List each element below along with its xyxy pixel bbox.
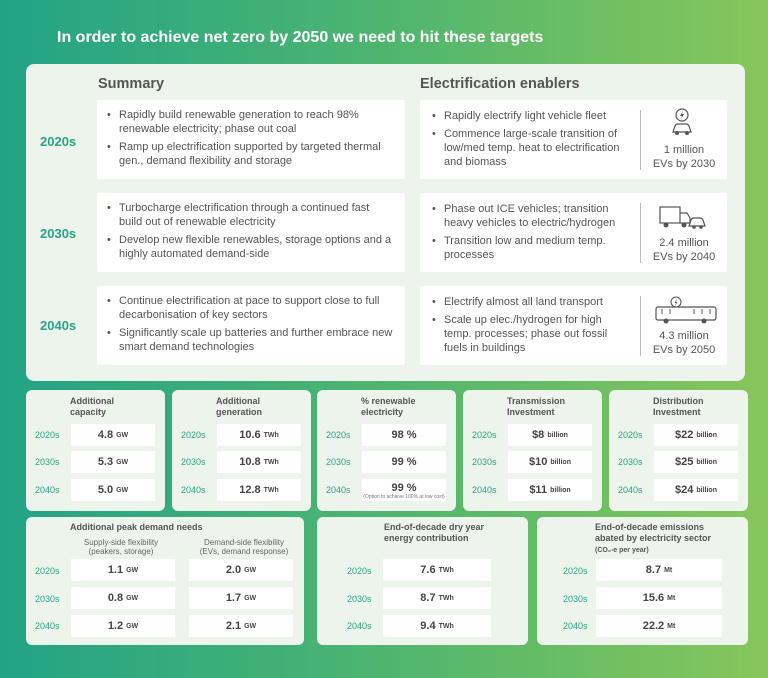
transmission-investment-card xyxy=(463,390,602,511)
decade-label: 2020s xyxy=(181,430,206,440)
emissions-abated-card xyxy=(537,517,748,645)
enabler-item: • Rapidly electrify light vehicle fleet xyxy=(432,109,632,123)
card-title: End-of-decade emissions abated by electricity sector xyxy=(595,522,712,543)
decade-label: 2040s xyxy=(35,621,60,631)
card-title: Additional capacity xyxy=(70,396,114,417)
value-box: 1.2 GW xyxy=(71,615,175,637)
decade-label: 2030s xyxy=(618,457,643,467)
value-box: 99 % xyxy=(362,479,446,501)
enabler-item: • Phase out ICE vehicles; transition heavy vehicles to electric/hydrogen xyxy=(432,202,632,230)
decade-label: 2040s xyxy=(181,485,206,495)
value-box: 99 % xyxy=(362,451,446,473)
card-title: Distribution Investment xyxy=(653,396,704,417)
enabler-item: • Transition low and medium temp. processes xyxy=(432,234,632,262)
decade-label: 2030s xyxy=(347,594,372,604)
decade-label: 2040s xyxy=(563,621,588,631)
value-box: 5.0 GW xyxy=(71,479,155,501)
value-box: $8 billion xyxy=(508,424,592,446)
ev-charging-car-icon xyxy=(669,108,695,141)
value-box: 1.7 GW xyxy=(189,587,293,609)
decade-label: 2040s xyxy=(35,485,60,495)
value-box: 98 % xyxy=(362,424,446,446)
summary-item: • Significantly scale up batteries and further embrace new smart demand technologies xyxy=(107,326,395,354)
value-box: $24 billion xyxy=(654,479,738,501)
additional-capacity-card xyxy=(26,390,165,511)
decade-label: 2020s xyxy=(326,430,351,440)
card-title: Additional generation xyxy=(216,396,263,417)
summary-box-2020s xyxy=(97,100,405,179)
decade-label: 2040s xyxy=(618,485,643,495)
divider xyxy=(640,296,641,356)
value-box: $11 billion xyxy=(508,479,592,501)
ev-bus-icon xyxy=(654,296,718,331)
decade-label: 2020s xyxy=(347,566,372,576)
card-subtitle: (CO₂-e per year) xyxy=(595,547,649,554)
summary-item: • Turbocharge electrification through a continued fast build out of renewable electricity xyxy=(107,201,395,229)
value-box: 10.8 TWh xyxy=(217,451,301,473)
decade-label: 2020s xyxy=(563,566,588,576)
decade-label-2020s: 2020s xyxy=(40,134,77,149)
value-box: 10.6 TWh xyxy=(217,424,301,446)
summary-item: • Rapidly build renewable generation to reach 98% renewable electricity; phase out coal xyxy=(107,108,395,136)
value-box: 15.6 Mt xyxy=(596,587,722,609)
divider xyxy=(640,203,641,263)
decade-label: 2040s xyxy=(472,485,497,495)
value-box: 5.3 GW xyxy=(71,451,155,473)
decade-label: 2030s xyxy=(472,457,497,467)
page-title: In order to achieve net zero by 2050 we need to hit these targets xyxy=(57,29,544,46)
decade-label: 2040s xyxy=(347,621,372,631)
targets-panel xyxy=(26,64,745,381)
enabler-item: • Commence large-scale transition of low/med temp. heat to electrification and biomass xyxy=(432,127,632,169)
summary-item: • Continue electrification at pace to support close to full decarbonisation of key sectors xyxy=(107,294,395,322)
ev-target-2040: 2.4 million EVs by 2040 xyxy=(652,237,716,263)
decade-label: 2040s xyxy=(326,485,351,495)
decade-label: 2030s xyxy=(563,594,588,604)
value-box: 22.2 Mt xyxy=(596,615,722,637)
decade-label: 2030s xyxy=(35,457,60,467)
card-title: Transmission Investment xyxy=(507,396,566,417)
peak-demand-card xyxy=(26,517,304,645)
card-title: End-of-decade dry year energy contribution xyxy=(384,522,485,543)
renewable-note: (Option to achieve 100% at low cost) xyxy=(363,494,445,500)
value-box: 8.7 Mt xyxy=(596,559,722,581)
decade-label: 2030s xyxy=(326,457,351,467)
value-box: 1.1 GW xyxy=(71,559,175,581)
summary-box-2030s xyxy=(97,193,405,272)
distribution-investment-card xyxy=(609,390,748,511)
value-box: 9.4 TWh xyxy=(383,615,491,637)
summary-box-2040s xyxy=(97,286,405,365)
value-box: $10 billion xyxy=(508,451,592,473)
value-box: 2.0 GW xyxy=(189,559,293,581)
decade-label-2030s: 2030s xyxy=(40,226,77,241)
ev-target-2050: 4.3 million EVs by 2050 xyxy=(652,330,716,356)
dry-year-card xyxy=(317,517,528,645)
summary-item: • Develop new flexible renewables, storage options and a highly automated demand-side xyxy=(107,233,395,261)
value-box: 0.8 GW xyxy=(71,587,175,609)
decade-label-2040s: 2040s xyxy=(40,318,77,333)
decade-label: 2030s xyxy=(35,594,60,604)
summary-item: • Ramp up electrification supported by targeted thermal gen., demand flexibility and storage xyxy=(107,140,395,168)
summary-header: Summary xyxy=(98,76,165,92)
additional-generation-card xyxy=(172,390,311,511)
value-box: 7.6 TWh xyxy=(383,559,491,581)
demand-side-label: Demand-side flexibility (EVs, demand response) xyxy=(199,538,289,556)
enablers-box-2020s xyxy=(420,100,727,179)
enabler-item: • Electrify almost all land transport xyxy=(432,295,632,309)
value-box: 4.8 GW xyxy=(71,424,155,446)
decade-label: 2020s xyxy=(35,566,60,576)
value-box: $25 billion xyxy=(654,451,738,473)
enablers-header: Electrification enablers xyxy=(420,76,580,92)
card-title: Additional peak demand needs xyxy=(70,522,203,532)
decade-label: 2020s xyxy=(472,430,497,440)
value-box: 12.8 TWh xyxy=(217,479,301,501)
decade-label: 2020s xyxy=(618,430,643,440)
ev-target-2030: 1 million EVs by 2030 xyxy=(652,144,716,170)
value-box: $22 billion xyxy=(654,424,738,446)
decade-label: 2020s xyxy=(35,430,60,440)
value-box: 2.1 GW xyxy=(189,615,293,637)
decade-label: 2030s xyxy=(181,457,206,467)
supply-side-label: Supply-side flexibility (peakers, storage) xyxy=(83,538,159,556)
enabler-item: • Scale up elec./hydrogen for high temp. processes; phase out fossil fuels in buildings xyxy=(432,313,632,355)
value-box: 8.7 TWh xyxy=(383,587,491,609)
enablers-box-2030s xyxy=(420,193,727,272)
card-title: % renewable electricity xyxy=(361,396,416,417)
divider xyxy=(640,110,641,170)
renewable-electricity-card xyxy=(317,390,456,511)
ev-truck-icon xyxy=(658,204,706,235)
enablers-box-2040s xyxy=(420,286,727,365)
